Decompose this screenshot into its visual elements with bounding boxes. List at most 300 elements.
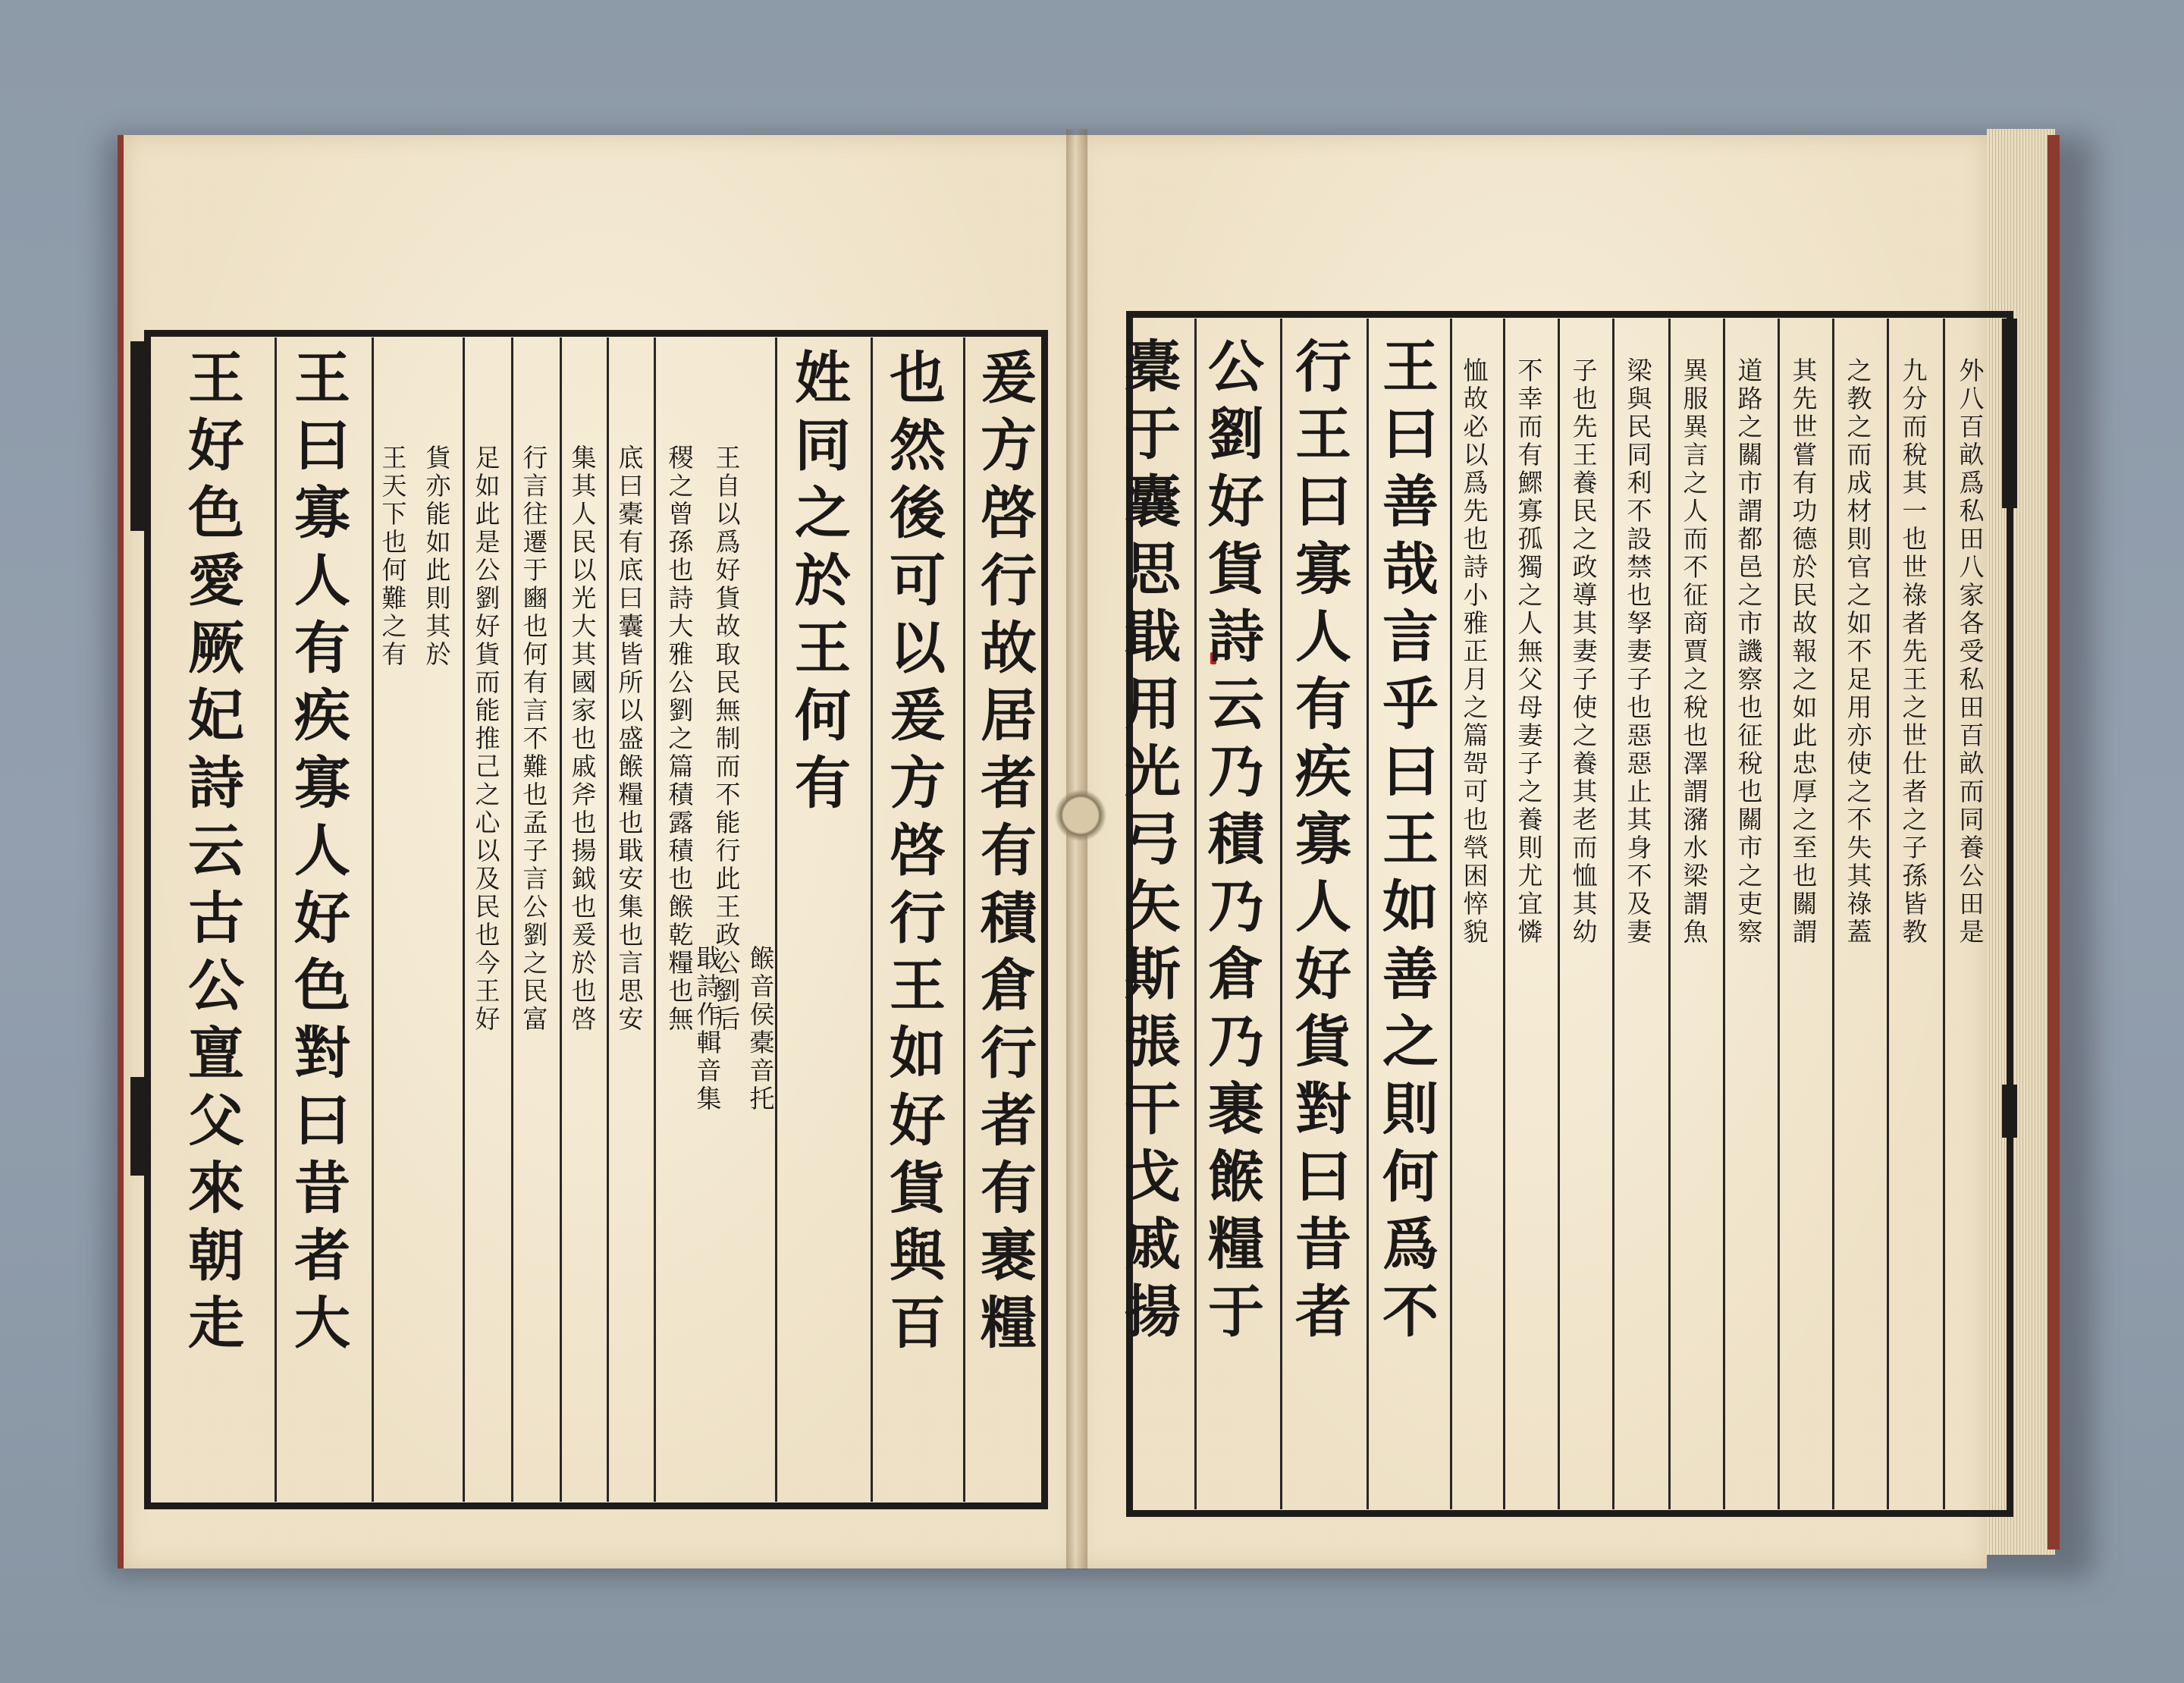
- character: 稅: [1737, 749, 1763, 778]
- character: 戈: [1125, 1145, 1181, 1210]
- character: 曰: [294, 1088, 350, 1154]
- character: 亶: [188, 1021, 244, 1086]
- character: 己: [475, 752, 500, 781]
- character: 孤: [1517, 524, 1543, 554]
- character: 曾: [668, 499, 694, 529]
- main-text-column: [288, 345, 356, 1358]
- character: 至: [1792, 833, 1818, 862]
- character: 王: [188, 346, 244, 411]
- character: 篇: [668, 752, 694, 781]
- character: 張: [1125, 1009, 1181, 1075]
- character: 父: [1517, 664, 1543, 694]
- character: 之: [668, 724, 694, 753]
- left-banner-top: [130, 341, 146, 531]
- character: 餱: [749, 944, 775, 973]
- character: 囊: [1125, 469, 1181, 535]
- character: 妻: [1627, 917, 1652, 947]
- character: 之: [1463, 692, 1489, 722]
- character: 戢: [696, 944, 722, 973]
- character: 不: [1517, 356, 1543, 385]
- character: 之: [668, 471, 694, 501]
- character: 爲: [1959, 468, 1985, 498]
- character: 止: [1627, 777, 1652, 806]
- column-rule: [775, 338, 777, 1502]
- main-text-column: [182, 345, 250, 1358]
- character: 何: [795, 683, 851, 749]
- character: 老: [1572, 805, 1598, 834]
- character: 公: [668, 667, 694, 697]
- character: 乃: [1208, 739, 1264, 805]
- character: 云: [188, 818, 244, 884]
- character: 疾: [1295, 739, 1351, 805]
- character: 鉞: [571, 864, 597, 893]
- column-rule: [1832, 319, 1834, 1509]
- character: 王: [1382, 334, 1439, 400]
- character: 之: [522, 948, 548, 978]
- character: 於: [795, 548, 851, 614]
- commentary-column: [1624, 356, 1655, 946]
- character: 世: [1792, 412, 1818, 441]
- character: 也: [1737, 777, 1763, 806]
- character: 貨: [475, 639, 500, 669]
- character: 煢: [1463, 833, 1489, 862]
- column-rule: [1723, 319, 1725, 1509]
- character: 揚: [571, 836, 597, 865]
- character: 也: [668, 555, 694, 585]
- character: 者: [1295, 1280, 1351, 1345]
- character: 取: [715, 639, 741, 669]
- character: 足: [475, 443, 500, 473]
- character: 謂: [1683, 777, 1709, 806]
- character: 祿: [1847, 889, 1872, 918]
- character: 也: [1463, 524, 1489, 554]
- character: 光: [571, 583, 597, 613]
- character: 與: [1627, 384, 1652, 413]
- character: 有: [795, 751, 851, 816]
- character: 大: [571, 611, 597, 641]
- character: 也: [1902, 524, 1928, 554]
- character: 父: [188, 1088, 244, 1154]
- character: 斧: [571, 780, 597, 809]
- character: 百: [1959, 721, 1985, 750]
- character: 曰: [1295, 469, 1351, 535]
- character: 田: [1959, 524, 1985, 554]
- character: 者: [294, 1223, 350, 1289]
- character: 也: [381, 527, 407, 557]
- character: 分: [1902, 384, 1928, 413]
- character: 方: [981, 413, 1037, 479]
- character: 好: [475, 1004, 500, 1034]
- character: 集: [571, 443, 597, 473]
- character: 妻: [1627, 636, 1652, 666]
- character: 而: [715, 752, 741, 781]
- column-rule: [1778, 319, 1780, 1509]
- character: 皆: [618, 639, 644, 669]
- back-cover-edge: [2048, 135, 2060, 1550]
- character: 關: [1737, 440, 1763, 469]
- character: 如: [425, 527, 451, 557]
- commentary-column: [1680, 356, 1711, 946]
- character: 獨: [1517, 552, 1543, 582]
- character: 而: [1847, 440, 1872, 469]
- character: 無: [715, 695, 741, 725]
- character: 行: [715, 836, 741, 865]
- character: 導: [1572, 580, 1598, 610]
- character: 皆: [1902, 889, 1928, 918]
- character: 邑: [1737, 552, 1763, 582]
- character: 於: [1792, 552, 1818, 582]
- character: 詩: [1463, 552, 1489, 582]
- character: 子: [1517, 749, 1543, 778]
- column-rule: [463, 338, 465, 1502]
- character: 譏: [1737, 636, 1763, 666]
- character: 也: [571, 892, 597, 922]
- character: 以: [1463, 440, 1489, 469]
- character: 之: [1737, 412, 1763, 441]
- character: 商: [1683, 608, 1709, 638]
- character: 積: [1208, 807, 1264, 872]
- character: 爲: [1463, 468, 1489, 498]
- character: 盛: [618, 724, 644, 753]
- character: 于: [522, 555, 548, 585]
- character: 所: [618, 667, 644, 697]
- commentary-column: [569, 444, 599, 1033]
- character: 餱: [618, 752, 644, 781]
- character: 能: [475, 695, 500, 725]
- character: 人: [1683, 496, 1709, 526]
- character: 也: [668, 864, 694, 893]
- character: 也: [668, 976, 694, 1006]
- character: 行: [1295, 334, 1351, 400]
- column-rule: [372, 338, 374, 1502]
- character: 市: [1737, 468, 1763, 498]
- character: 托: [749, 1084, 775, 1113]
- character: 不: [1847, 636, 1872, 666]
- character: 劉: [522, 920, 548, 950]
- character: 愛: [188, 548, 244, 614]
- character: 而: [1902, 412, 1928, 441]
- character: 宜: [1517, 889, 1543, 918]
- commentary-column: [616, 444, 646, 1033]
- column-rule: [1503, 319, 1505, 1509]
- commentary-column: [1844, 356, 1875, 946]
- character: 而: [475, 667, 500, 697]
- character: 之: [1683, 468, 1709, 498]
- character: 哉: [1382, 537, 1439, 602]
- character: 難: [381, 583, 407, 613]
- column-rule: [1668, 319, 1671, 1509]
- character: 下: [381, 499, 407, 529]
- character: 也: [1737, 692, 1763, 722]
- character: 王: [381, 443, 407, 473]
- character: 路: [1737, 384, 1763, 413]
- column-rule: [511, 338, 513, 1502]
- character: 爲: [1382, 1212, 1439, 1277]
- character: 何: [1382, 1145, 1439, 1210]
- character: 足: [1847, 664, 1872, 694]
- character: 以: [890, 616, 946, 681]
- character: 也: [618, 920, 644, 950]
- character: 乃: [1208, 1009, 1264, 1075]
- character: 八: [1959, 552, 1985, 582]
- character: 曰: [618, 471, 644, 501]
- character: 寡: [1295, 537, 1351, 602]
- character: 公: [1959, 861, 1985, 890]
- character: 先: [1792, 384, 1818, 413]
- character: 不: [1683, 552, 1709, 582]
- column-rule: [1280, 319, 1282, 1509]
- character: 走: [188, 1291, 244, 1356]
- character: 之: [475, 780, 500, 809]
- character: 爰: [890, 683, 946, 749]
- character: 王: [1295, 402, 1351, 467]
- character: 悴: [1463, 889, 1489, 918]
- character: 王: [294, 346, 350, 411]
- character: 用: [1847, 692, 1872, 722]
- character: 裹: [981, 1223, 1037, 1289]
- character: 有: [381, 639, 407, 669]
- character: 其: [1847, 861, 1872, 890]
- character: 好: [1295, 942, 1351, 1007]
- character: 公: [1208, 334, 1264, 400]
- character: 作: [696, 1000, 722, 1029]
- character: 乾: [668, 920, 694, 950]
- character: 可: [890, 548, 946, 614]
- character: 裹: [1208, 1077, 1264, 1142]
- character: 也: [475, 920, 500, 950]
- character: 積: [668, 836, 694, 865]
- character: 王: [715, 443, 741, 473]
- character: 糧: [668, 948, 694, 978]
- character: 謂: [1792, 917, 1818, 947]
- character: 如: [890, 1021, 946, 1086]
- character: 有: [981, 818, 1037, 884]
- character: 梁: [1683, 861, 1709, 890]
- character: 集: [618, 892, 644, 922]
- character: 之: [1683, 664, 1709, 694]
- character: 啓: [571, 1004, 597, 1034]
- character: 不: [1847, 805, 1872, 834]
- character: 關: [1737, 805, 1763, 834]
- character: 揚: [1125, 1280, 1181, 1345]
- character: 德: [1792, 524, 1818, 554]
- character: 可: [1463, 777, 1489, 806]
- pronunciation-note: [694, 944, 724, 1113]
- character: 故: [1792, 608, 1818, 638]
- character: 以: [475, 836, 500, 865]
- character: 啓: [890, 818, 946, 884]
- character: 政: [1572, 552, 1598, 582]
- character: 音: [749, 972, 775, 1001]
- character: 朝: [188, 1223, 244, 1289]
- character: 不: [1627, 496, 1652, 526]
- character: 蓋: [1847, 917, 1872, 947]
- character: 各: [1959, 608, 1985, 638]
- character: 稷: [668, 443, 694, 473]
- character: 嘗: [1792, 440, 1818, 469]
- character: 材: [1847, 496, 1872, 526]
- character: 世: [1902, 721, 1928, 750]
- character: 水: [1683, 833, 1709, 862]
- character: 對: [294, 1021, 350, 1086]
- character: 囊: [618, 611, 644, 641]
- character: 民: [522, 976, 548, 1006]
- character: 矢: [1125, 874, 1181, 940]
- character: 其: [1572, 777, 1598, 806]
- character: 困: [1463, 861, 1489, 890]
- character: 王: [1382, 807, 1439, 872]
- character: 服: [1683, 384, 1709, 413]
- character: 糧: [981, 1291, 1037, 1356]
- character: 遷: [522, 527, 548, 557]
- left-banner-bottom: [130, 1077, 146, 1176]
- character: 曰: [294, 413, 350, 479]
- character: 民: [1627, 412, 1652, 441]
- character: 者: [981, 1088, 1037, 1154]
- character: 安: [618, 864, 644, 893]
- column-rule: [963, 338, 965, 1502]
- character: 糧: [618, 780, 644, 809]
- character: 子: [522, 836, 548, 865]
- character: 啓: [981, 481, 1037, 546]
- character: 惡: [1627, 749, 1652, 778]
- character: 也: [1683, 721, 1709, 750]
- character: 忠: [1792, 749, 1818, 778]
- character: 者: [1902, 777, 1928, 806]
- character: 私: [1959, 496, 1985, 526]
- character: 月: [1463, 664, 1489, 694]
- character: 而: [1572, 833, 1598, 862]
- character: 百: [890, 1291, 946, 1356]
- character: 征: [1683, 580, 1709, 610]
- character: 鰥: [1517, 468, 1543, 498]
- character: 其: [571, 639, 597, 669]
- character: 也: [618, 808, 644, 837]
- character: 人: [294, 818, 350, 884]
- character: 也: [571, 976, 597, 1006]
- character: 同: [1959, 805, 1985, 834]
- character: 市: [1737, 608, 1763, 638]
- character: 王: [715, 892, 741, 922]
- character: 積: [981, 886, 1037, 951]
- character: 尤: [1517, 861, 1543, 890]
- character: 爰: [571, 920, 597, 950]
- character: 思: [1125, 537, 1181, 602]
- character: 光: [1125, 739, 1181, 805]
- character: 察: [1737, 664, 1763, 694]
- character: 民: [1792, 580, 1818, 610]
- character: 之: [1737, 580, 1763, 610]
- character: 謂: [1683, 889, 1709, 918]
- character: 如: [475, 471, 500, 501]
- commentary-column: [520, 444, 551, 1033]
- character: 寡: [1517, 496, 1543, 526]
- character: 后: [715, 1004, 741, 1034]
- character: 失: [1847, 833, 1872, 862]
- commentary-column: [1515, 356, 1545, 946]
- character: 戢: [1125, 604, 1181, 670]
- character: 幼: [1572, 917, 1598, 947]
- character: 此: [1792, 721, 1818, 750]
- character: 往: [522, 499, 548, 529]
- character: 母: [1517, 692, 1543, 722]
- character: 詩: [668, 583, 694, 613]
- character: 其: [1572, 889, 1598, 918]
- character: 不: [1382, 1280, 1439, 1345]
- character: 稅: [1683, 692, 1709, 722]
- character: 民: [715, 667, 741, 697]
- character: 貌: [1463, 917, 1489, 947]
- character: 都: [1737, 524, 1763, 554]
- character: 推: [475, 724, 500, 753]
- character: 報: [1792, 636, 1818, 666]
- character: 貨: [425, 443, 451, 473]
- character: 露: [668, 808, 694, 837]
- character: 底: [618, 555, 644, 585]
- character: 寡: [294, 751, 350, 816]
- character: 亦: [425, 471, 451, 501]
- character: 使: [1572, 692, 1598, 722]
- commentary-column: [1900, 356, 1930, 946]
- character: 公: [475, 555, 500, 585]
- character: 來: [188, 1156, 244, 1221]
- character: 孫: [1902, 861, 1928, 890]
- character: 今: [475, 948, 500, 978]
- character: 詩: [696, 972, 722, 1001]
- character: 思: [618, 976, 644, 1006]
- character: 王: [1572, 440, 1598, 469]
- character: 曰: [1382, 402, 1439, 467]
- character: 征: [1737, 721, 1763, 750]
- character: 妻: [1517, 721, 1543, 750]
- character: 好: [890, 1088, 946, 1154]
- character: 八: [1959, 384, 1985, 413]
- character: 色: [188, 481, 244, 546]
- character: 何: [522, 639, 548, 669]
- character: 異: [1683, 356, 1709, 385]
- character: 音: [696, 1056, 722, 1085]
- column-rule: [1450, 319, 1452, 1509]
- column-rule: [1367, 319, 1369, 1509]
- character: 戚: [1125, 1212, 1181, 1277]
- character: 與: [890, 1223, 946, 1289]
- main-text-column: [789, 345, 857, 818]
- binding-tear: [1054, 781, 1107, 849]
- character: 公: [715, 948, 741, 978]
- character: 賈: [1683, 636, 1709, 666]
- character: 之: [381, 611, 407, 641]
- character: 橐: [1125, 334, 1181, 400]
- character: 是: [475, 527, 500, 557]
- character: 輯: [696, 1028, 722, 1057]
- character: 功: [1792, 496, 1818, 526]
- character: 古: [188, 886, 244, 951]
- character: 稅: [1902, 440, 1928, 469]
- main-text-column: [974, 345, 1043, 1358]
- character: 劉: [668, 695, 694, 725]
- character: 曰: [1295, 1145, 1351, 1210]
- character: 謂: [1737, 496, 1763, 526]
- character: 正: [1463, 636, 1489, 666]
- commentary-column: [423, 444, 453, 668]
- character: 九: [1902, 356, 1928, 385]
- character: 及: [1627, 889, 1652, 918]
- character: 於: [571, 948, 597, 978]
- character: 也: [1627, 692, 1652, 722]
- character: 子: [1627, 664, 1652, 694]
- character: 亦: [1847, 721, 1872, 750]
- character: 子: [1572, 664, 1598, 694]
